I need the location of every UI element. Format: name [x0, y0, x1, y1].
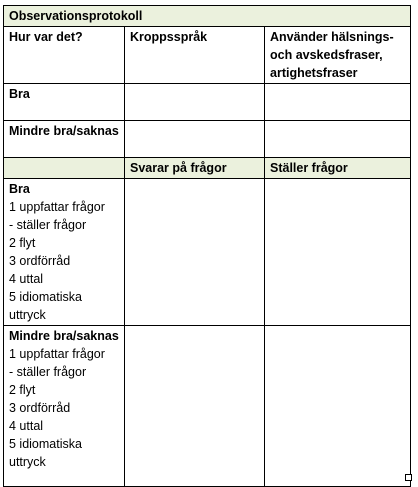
table-resize-handle[interactable]: [405, 474, 412, 481]
header-empty: [4, 158, 125, 179]
criteria-line: 1 uppfattar frågor: [9, 347, 105, 361]
table-title: Observationsprotokoll: [4, 6, 411, 27]
criteria-line: 5 idiomatiska uttryck: [9, 290, 82, 322]
block-mindre-cell: [4, 326, 125, 487]
block-bra-label: Bra: [9, 182, 30, 196]
cell-empty: [265, 121, 411, 158]
cell-empty: [265, 84, 411, 121]
header-how-was-it: Hur var det?: [4, 27, 125, 84]
row-mindre: [4, 121, 411, 158]
block-bra-cell: [4, 179, 125, 326]
cell-empty: [125, 179, 265, 326]
header-asks-questions: Ställer frågor: [265, 158, 411, 179]
criteria-line: - ställer frågor: [9, 365, 87, 379]
criteria-line: 2 flyt: [9, 236, 36, 250]
block-mindre-label: Mindre bra/saknas: [9, 329, 119, 343]
criteria-line: 2 flyt: [9, 383, 36, 397]
criteria-line: 4 uttal: [9, 272, 44, 286]
row-bra: [4, 84, 411, 121]
block-bra-row: [4, 179, 411, 326]
header-greeting-phrases: Använder hälsnings- och avskedsfraser, artighetsfraser: [265, 27, 411, 84]
criteria-list: [9, 345, 119, 471]
row-bra-label: Bra: [4, 84, 125, 121]
cell-empty: [265, 179, 411, 326]
cell-empty: [265, 326, 411, 487]
criteria-line: 3 ordförråd: [9, 254, 71, 268]
header-row-2: [4, 158, 411, 179]
observation-protocol-table: [3, 5, 411, 487]
title-row: [4, 6, 411, 27]
criteria-line: 1 uppfattar frågor: [9, 200, 105, 214]
criteria-list: [9, 198, 119, 324]
header-answers-questions: Svarar på frågor: [125, 158, 265, 179]
header-body-language: Kroppsspråk: [125, 27, 265, 84]
criteria-line: 3 ordförråd: [9, 401, 71, 415]
row-mindre-label: Mindre bra/saknas: [4, 121, 125, 158]
cell-empty: [125, 84, 265, 121]
cell-empty: [125, 326, 265, 487]
cell-empty: [125, 121, 265, 158]
header-row-1: [4, 27, 411, 84]
criteria-line: 4 uttal: [9, 419, 44, 433]
criteria-line: - ställer frågor: [9, 218, 87, 232]
block-mindre-row: [4, 326, 411, 487]
criteria-line: 5 idiomatiska uttryck: [9, 437, 82, 469]
